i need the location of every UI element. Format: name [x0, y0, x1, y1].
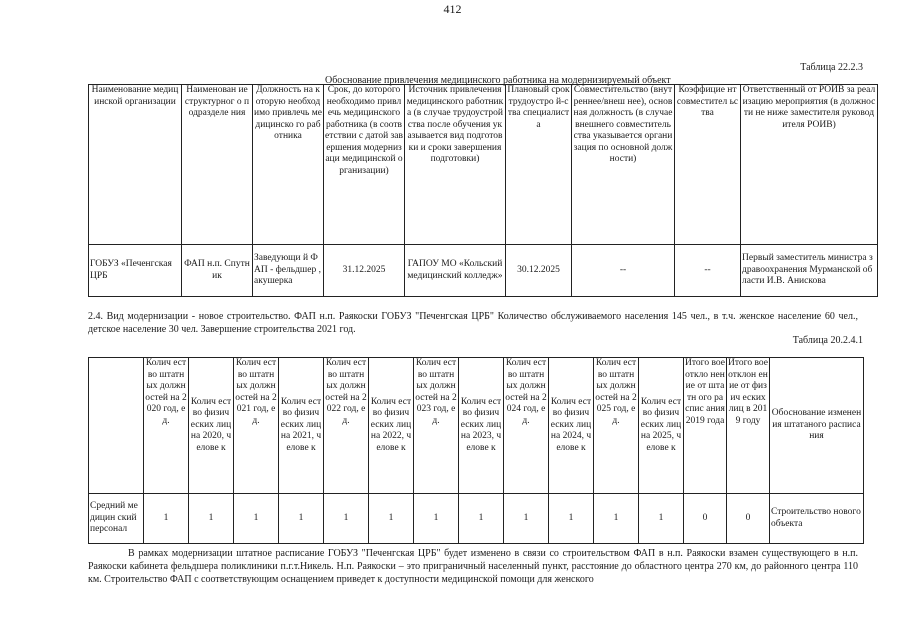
header-cell: Наименован ие структурног о подразделе ния [182, 85, 253, 245]
cell-responsible: Первый заместитель министра здравоохранения Мурманской области И.В. Анискова [741, 245, 878, 297]
cell-organization: ГОБУЗ «Печенгская ЦРБ [89, 245, 182, 297]
header-cell: Колич ество штатн ых должн остей на 2025 год, ед. [594, 358, 639, 494]
cell-coefficient: -- [675, 245, 741, 297]
cell-justification: Строительство нового объекта [770, 494, 864, 544]
staffing-table [88, 357, 864, 544]
paragraph-2-4: 2.4. Вид модернизации - новое строительство. ФАП н.п. Раякоски ГОБУЗ "Печенгская ЦРБ" Количество обслуживаемого населения 145 чел., в т.ч. женское население 60 чел., детское население 30 чел. Завершение строительства 2021 год. [88, 311, 858, 335]
header-cell: Источник привлечения медицинского работника (в случае трудоустройства после обучения указывается вид подготовки и сроки завершения подготовки) [405, 85, 506, 245]
table-title: Обоснование привлечения медицинского работника на модернизируемый объект [325, 75, 671, 86]
header-cell: Колич ество физич еских лиц на 2023, челове к [459, 358, 504, 494]
table-cell: 1 [279, 494, 324, 544]
table-cell: 1 [459, 494, 504, 544]
cell-source: ГАПОУ МО «Кольский медицинский колледж» [405, 245, 506, 297]
row-label: Средний медицин ский персонал [89, 494, 144, 544]
table-row [89, 494, 864, 544]
header-cell: Коэффицие нт совместител ьства [675, 85, 741, 245]
table-cell: 1 [144, 494, 189, 544]
cell-combination: -- [572, 245, 675, 297]
table-cell: 1 [504, 494, 549, 544]
header-cell: Ответственный от РОИВ за реализацию мероприятия (в должности не ниже заместителя руководителя РОИВ) [741, 85, 878, 245]
header-cell: Совместительство (внутреннее/внеш нее), основная должность (в случае внешнего совместительства указывается организация по основной должности) [572, 85, 675, 245]
table-cell: 0 [684, 494, 727, 544]
cell-unit: ФАП н.п. Спутник [182, 245, 253, 297]
table-row [89, 245, 878, 297]
table-cell: 1 [549, 494, 594, 544]
staff-attraction-table [88, 84, 878, 297]
page-number: 412 [443, 2, 462, 16]
header-cell: Должность на которую необходимо привлечь медицинско го работника [253, 85, 324, 245]
header-cell: Колич ество физич еских лиц на 2021, челове к [279, 358, 324, 494]
header-cell: Наименование медицинской организации [89, 85, 182, 245]
table-cell: 1 [234, 494, 279, 544]
table-caption: Таблица 22.2.3 [800, 62, 863, 73]
header-cell: Колич ество штатн ых должн остей на 2024 год, ед. [504, 358, 549, 494]
header-cell: Плановый срок трудоустро й-ства специалиста [506, 85, 572, 245]
header-cell: Колич ество физич еских лиц на 2022, челове к [369, 358, 414, 494]
header-cell: Колич ество физич еских лиц на 2025, челове к [639, 358, 684, 494]
header-cell: Обоснование изменения штатаного расписания [770, 358, 864, 494]
header-cell: Итого вое отклон ение от физич еских лиц в 2019 году [727, 358, 770, 494]
table-header-row [89, 85, 878, 245]
header-cell: Колич ество штатн ых должн остей на 2023 год, ед. [414, 358, 459, 494]
table-cell: 1 [414, 494, 459, 544]
header-cell: Колич ество физич еских лиц на 2020, челове к [189, 358, 234, 494]
header-cell: Срок, до которого необходимо привлечь медицинского работника (в соответствии с датой завершения модернизаци медицинской организации) [324, 85, 405, 245]
cell-planned-date: 30.12.2025 [506, 245, 572, 297]
cell-deadline: 31.12.2025 [324, 245, 405, 297]
header-cell: Колич ество штатн ых должн остей на 2020 год, ед. [144, 358, 189, 494]
table-cell: 0 [727, 494, 770, 544]
paragraph-body: В рамках модернизации штатное расписание ГОБУЗ "Печенгская ЦРБ" будет изменено в связи со строительством ФАП в н.п. Раякоски взамен существующего в н.п. Раякоски кабинета фельдшера поликлиники п.г.т.Никель. Н.п. Раякоски – это приграничный населенный пункт, расстояние до областного центра 270 км, до районного центра 110 км. Строительство ФАП с соответствующим оснащением приведет к доступности медицинской помощи для женского [88, 548, 858, 585]
table-cell: 1 [639, 494, 684, 544]
header-cell: Колич ество физич еских лиц на 2024, челове к [549, 358, 594, 494]
header-cell: Колич ество штатн ых должн остей на 2022 год, ед. [324, 358, 369, 494]
table-cell: 1 [324, 494, 369, 544]
table-cell: 1 [189, 494, 234, 544]
header-cell: Колич ество штатн ых должн остей на 2021 год, ед. [234, 358, 279, 494]
table-header-row [89, 358, 864, 494]
table-caption: Таблица 20.2.4.1 [792, 335, 863, 346]
header-cell: Итого вое откло нение от штатн ого распис ания 2019 года [684, 358, 727, 494]
table-cell: 1 [369, 494, 414, 544]
cell-position: Заведующи й ФАП - фельдшер , акушерка [253, 245, 324, 297]
header-cell [89, 358, 144, 494]
table-cell: 1 [594, 494, 639, 544]
